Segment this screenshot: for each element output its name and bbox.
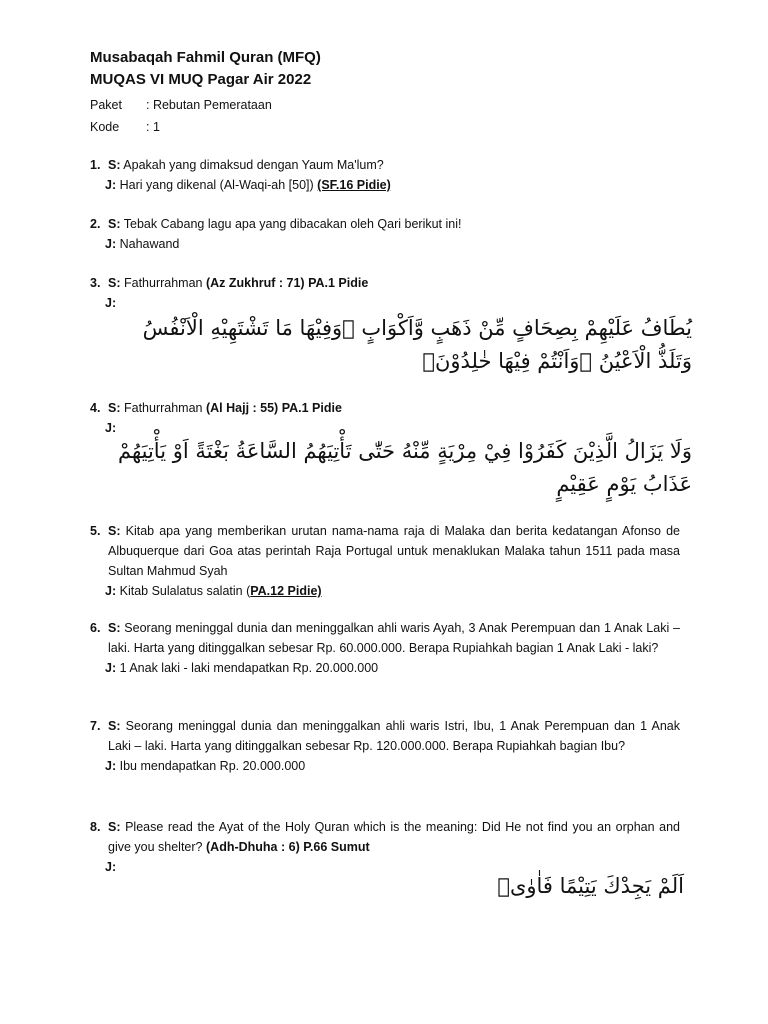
question-6	[90, 618, 680, 678]
answer-reference: PA.12 Pidie)	[250, 584, 322, 598]
question-1	[90, 155, 680, 195]
question-number: 3.	[90, 276, 101, 290]
question-7	[90, 716, 680, 776]
kode-value: : 1	[146, 120, 160, 134]
kode-label: Kode	[90, 120, 120, 134]
answer-text: J: Nahawand	[105, 237, 180, 251]
question-text: S: Seorang meninggal dunia dan meninggalkan ahli waris Ayah, 3 Anak Perempuan dan 1 Anak Laki – laki. Harta yang ditinggalkan sebesar Rp. 60.000.000. Berapa Rupiahkah bagian 1 Anak Laki - laki?	[108, 621, 680, 655]
question-text: S: Fathurrahman (Al Hajj : 55) PA.1 Pidie	[108, 401, 342, 415]
kode-row	[90, 116, 272, 138]
answer-label: J:	[105, 296, 117, 310]
answer-label: J:	[105, 421, 117, 435]
paket-row	[90, 94, 272, 116]
answer-text: J: 1 Anak laki - laki mendapatkan Rp. 20.000.000	[105, 661, 379, 675]
question-number: 7.	[90, 719, 101, 733]
question-number: 2.	[90, 217, 101, 231]
title-line-2: MUQAS VI MUQ Pagar Air 2022	[90, 71, 312, 88]
question-2	[90, 214, 680, 254]
question-3	[90, 273, 680, 313]
question-number: 1.	[90, 158, 101, 172]
question-8	[90, 817, 680, 877]
arabic-verse-al-hajj: وَلَا يَزَالُ الَّذِيْنَ كَفَرُوْا فِيْ مِرْيَةٍ مِّنْهُ حَتّٰى تَأْتِيَهُمُ السَّاعَةُ بَغْتَةً اَوْ يَأْتِيَهُمْ عَذَابُ يَوْمٍ عَقِيْمٍ	[117, 439, 692, 496]
document-title	[90, 47, 321, 91]
question-text: S: Tebak Cabang lagu apa yang dibacakan oleh Qari berikut ini!	[108, 217, 462, 231]
arabic-verse-az-zukhruf: يُطَافُ عَلَيْهِمْ بِصِحَافٍ مِّنْ ذَهَبٍ وَّاَكْوَابٍ ۚوَفِيْهَا مَا تَشْتَهِيْهِ الْاَنْفُسُ وَتَلَذُّ الْاَعْيُنُ ۚوَاَنْتُمْ فِيْهَا خٰلِدُوْنَۚ	[142, 316, 692, 373]
question-reference: (Adh-Dhuha : 6) P.66 Sumut	[206, 840, 370, 854]
answer-reference: (SF.16 Pidie)	[317, 178, 391, 192]
question-reference: (Al Hajj : 55) PA.1 Pidie	[205, 401, 342, 415]
answer-label: J:	[105, 860, 117, 874]
question-number: 4.	[90, 401, 101, 415]
question-number: 8.	[90, 820, 101, 834]
title-line-1: Musabaqah Fahmil Quran (MFQ)	[90, 49, 321, 66]
question-number: 6.	[90, 621, 101, 635]
paket-label: Paket	[90, 98, 122, 112]
meta-info	[90, 94, 272, 138]
answer-text: J: Kitab Sulalatus salatin (PA.12 Pidie)	[105, 584, 322, 598]
question-number: 5.	[90, 524, 101, 538]
paket-value: : Rebutan Pemerataan	[146, 98, 272, 112]
question-reference: (Az Zukhruf : 71) PA.1 Pidie	[205, 276, 369, 290]
answer-text: J: Ibu mendapatkan Rp. 20.000.000	[105, 759, 306, 773]
question-text: S: Fathurrahman (Az Zukhruf : 71) PA.1 Pidie	[108, 276, 369, 290]
answer-text: J: Hari yang dikenal (Al-Waqi-ah [50]) (SF.16 Pidie)	[105, 178, 391, 192]
question-5	[90, 521, 680, 601]
question-text: S: Please read the Ayat of the Holy Quran which is the meaning: Did He not find you an orphan and give you shelter? (Adh-Dhuha : 6) P.66 Sumut	[108, 820, 680, 854]
arabic-verse-adh-dhuha: اَلَمْ يَجِدْكَ يَتِيْمًا فَاٰوٰىۖ	[497, 874, 684, 898]
question-4	[90, 398, 680, 438]
question-text: S: Apakah yang dimaksud dengan Yaum Ma'lum?	[108, 158, 384, 172]
question-text: S: Kitab apa yang memberikan urutan nama-nama raja di Malaka dan berita kedatangan Afonso de Albuquerque dari Goa atas perintah Raja Portugal untuk menaklukan Malaka tahun 1511 pada masa Sultan Mahmud Syah	[108, 524, 680, 578]
question-text: S: Seorang meninggal dunia dan meninggalkan ahli waris Istri, Ibu, 1 Anak Perempuan dan 1 Anak Laki – laki. Harta yang ditinggalkan sebesar Rp. 120.000.000. Berapa Rupiahkah bagian Ibu?	[108, 719, 680, 753]
